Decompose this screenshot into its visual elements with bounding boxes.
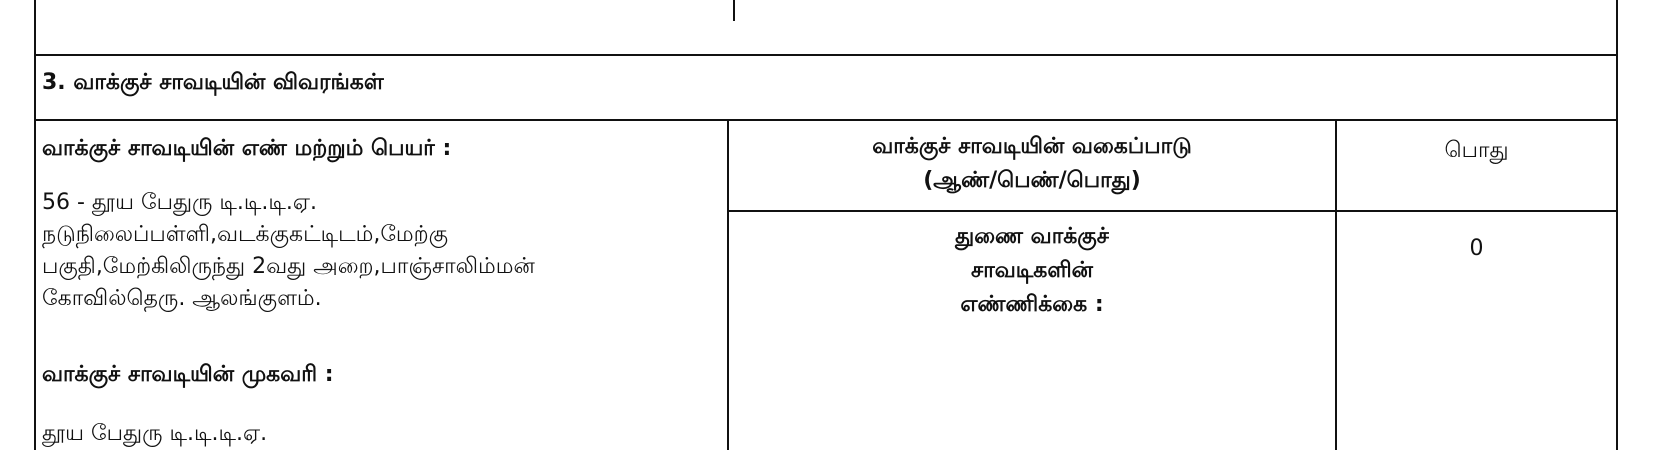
classification-row-bottom-border <box>727 210 1618 212</box>
classification-label-line: (ஆண்/பெண்/பொது) <box>923 168 1141 193</box>
previous-row-divider <box>733 0 735 21</box>
classification-value: பொது <box>1444 138 1509 163</box>
section-top-border <box>34 54 1618 56</box>
station-name-text <box>42 187 535 315</box>
auxiliary-label-line: துணை வாக்குச் <box>955 224 1109 249</box>
table-border-left <box>34 0 36 450</box>
auxiliary-stations-count: 0 <box>1469 236 1484 261</box>
classification-label <box>729 130 1335 198</box>
station-name-label: வாக்குச் சாவடியின் எண் மற்றும் பெயர் : <box>42 136 452 161</box>
station-name-line: கோவில்தெரு. ஆலங்குளம். <box>42 286 322 311</box>
station-name-line: 56 - தூய பேதுரு டி.டி.டி.ஏ. <box>42 190 318 215</box>
station-name-line: நடுநிலைப்பள்ளி,வடக்குகட்டிடம்,மேற்கு <box>42 222 449 247</box>
table-border-right <box>1616 0 1618 450</box>
station-address-label: வாக்குச் சாவடியின் முகவரி : <box>42 362 334 387</box>
section-heading: 3. வாக்குச் சாவடியின் விவரங்கள் <box>42 70 384 95</box>
auxiliary-stations-label <box>729 220 1335 322</box>
station-address-text: தூய பேதுரு டி.டி.டி.ஏ. <box>42 421 268 446</box>
value-column-divider <box>1335 119 1337 450</box>
auxiliary-label-line: எண்ணிக்கை : <box>960 292 1104 317</box>
station-name-line: பகுதி,மேற்கிலிருந்து 2வது அறை,பாஞ்சாலிம்மன் <box>42 254 535 279</box>
section-header-bottom-border <box>34 119 1618 121</box>
classification-label-line: வாக்குச் சாவடியின் வகைப்பாடு <box>872 134 1192 159</box>
auxiliary-label-line: சாவடிகளின் <box>971 258 1093 283</box>
